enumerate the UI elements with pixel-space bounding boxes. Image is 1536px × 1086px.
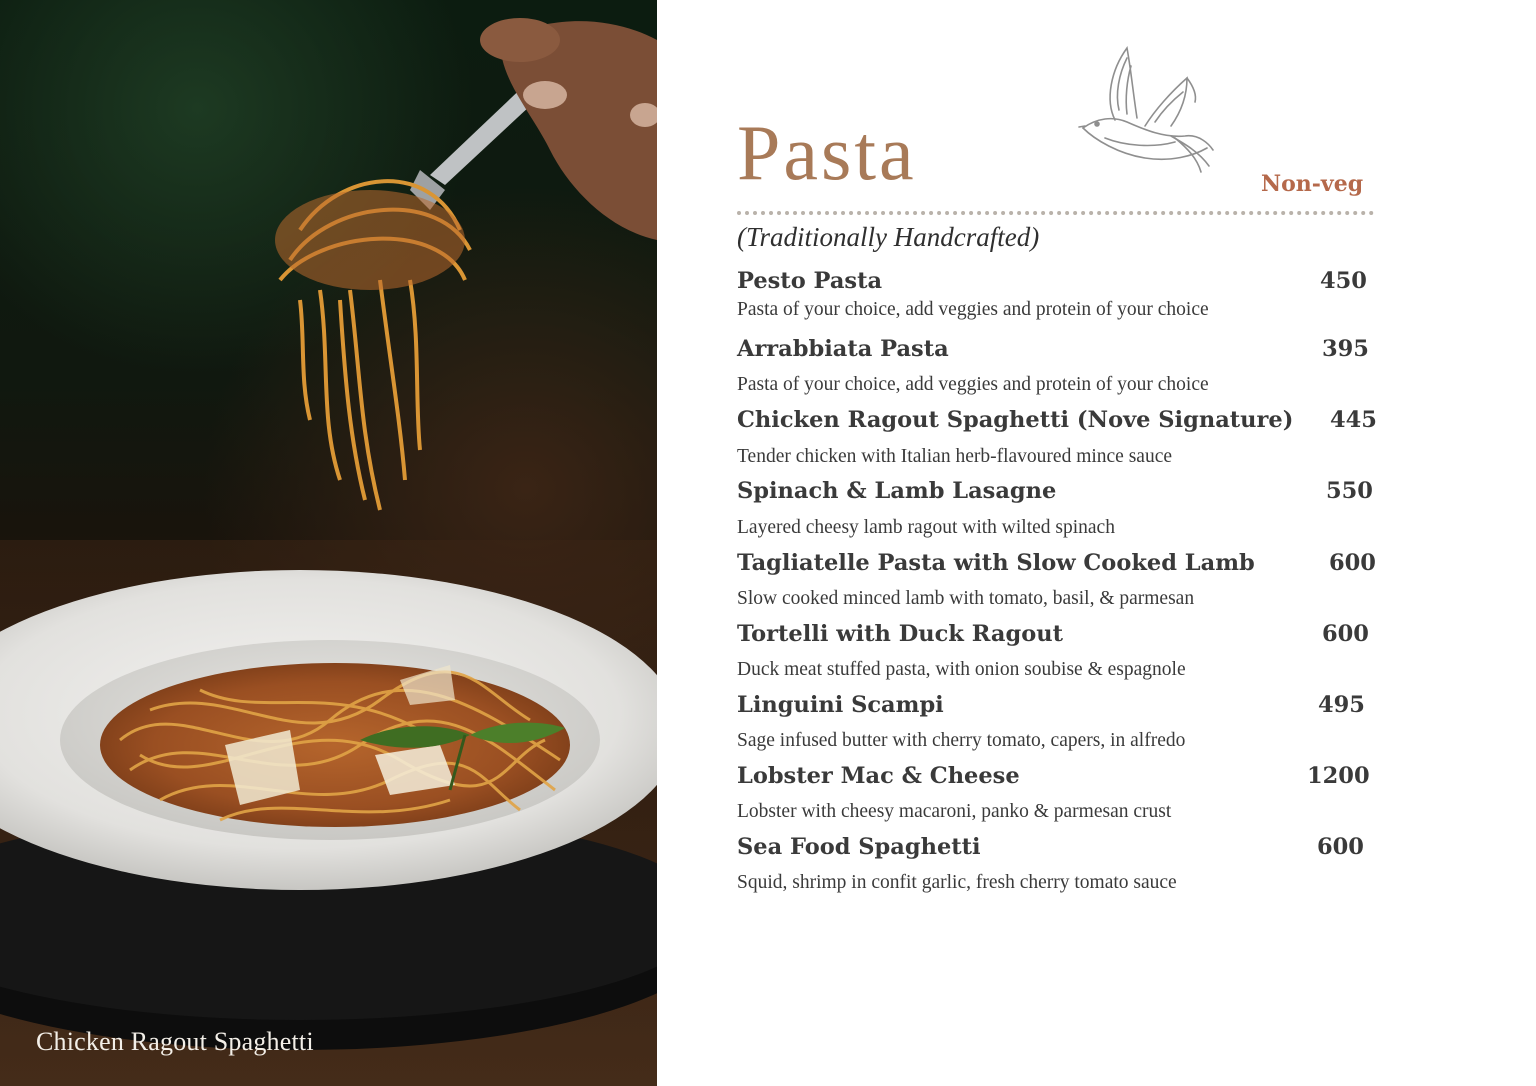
menu-item-name: Tortelli with Duck Ragout	[737, 621, 1063, 647]
menu-item-price: 450	[1320, 268, 1367, 294]
menu-item-price: 550	[1326, 478, 1373, 504]
menu-item-name: Arrabbiata Pasta	[737, 336, 949, 362]
menu-subtitle: (Traditionally Handcrafted)	[737, 222, 1040, 252]
menu-title: Pasta	[737, 109, 917, 196]
menu-item-price: 600	[1322, 621, 1369, 647]
menu-item-price: 495	[1318, 692, 1365, 718]
menu-item-price: 1200	[1307, 763, 1370, 789]
bird-icon	[1075, 40, 1215, 175]
menu-item-description: Lobster with cheesy macaroni, panko & parmesan crust	[737, 801, 1172, 822]
menu-item-price: 395	[1322, 336, 1369, 362]
photo-caption: Chicken Ragout Spaghetti	[36, 1027, 314, 1056]
menu-item-name: Spinach & Lamb Lasagne	[737, 478, 1057, 504]
pasta-illustration	[0, 0, 657, 1086]
menu-item-price: 445	[1330, 407, 1377, 433]
menu-item-name: Sea Food Spaghetti	[737, 834, 981, 860]
menu-category-tag: Non-veg	[1261, 171, 1364, 197]
dotted-divider	[737, 211, 1374, 215]
food-photo	[0, 0, 657, 1086]
menu-item-price: 600	[1317, 834, 1364, 860]
menu-item-name: Linguini Scampi	[737, 692, 944, 718]
menu-item-description: Squid, shrimp in confit garlic, fresh cherry tomato sauce	[737, 872, 1177, 893]
menu-item-description: Pasta of your choice, add veggies and protein of your choice	[737, 299, 1209, 320]
menu-item-description: Slow cooked minced lamb with tomato, basil, & parmesan	[737, 588, 1195, 609]
menu-item-description: Sage infused butter with cherry tomato, capers, in alfredo	[737, 730, 1186, 751]
menu-item-name: Chicken Ragout Spaghetti (Nove Signature)	[737, 407, 1294, 433]
menu-item-price: 600	[1329, 550, 1376, 576]
menu-item-description: Layered cheesy lamb ragout with wilted spinach	[737, 517, 1115, 538]
menu-item-description: Tender chicken with Italian herb-flavoured mince sauce	[737, 446, 1173, 467]
menu-panel	[657, 0, 1536, 1086]
menu-item-description: Duck meat stuffed pasta, with onion soubise & espagnole	[737, 659, 1186, 680]
menu-item-name: Pesto Pasta	[737, 268, 883, 294]
menu-item-description: Pasta of your choice, add veggies and protein of your choice	[737, 374, 1209, 395]
menu-item-name: Lobster Mac & Cheese	[737, 763, 1020, 789]
menu-item-name: Tagliatelle Pasta with Slow Cooked Lamb	[737, 550, 1255, 576]
